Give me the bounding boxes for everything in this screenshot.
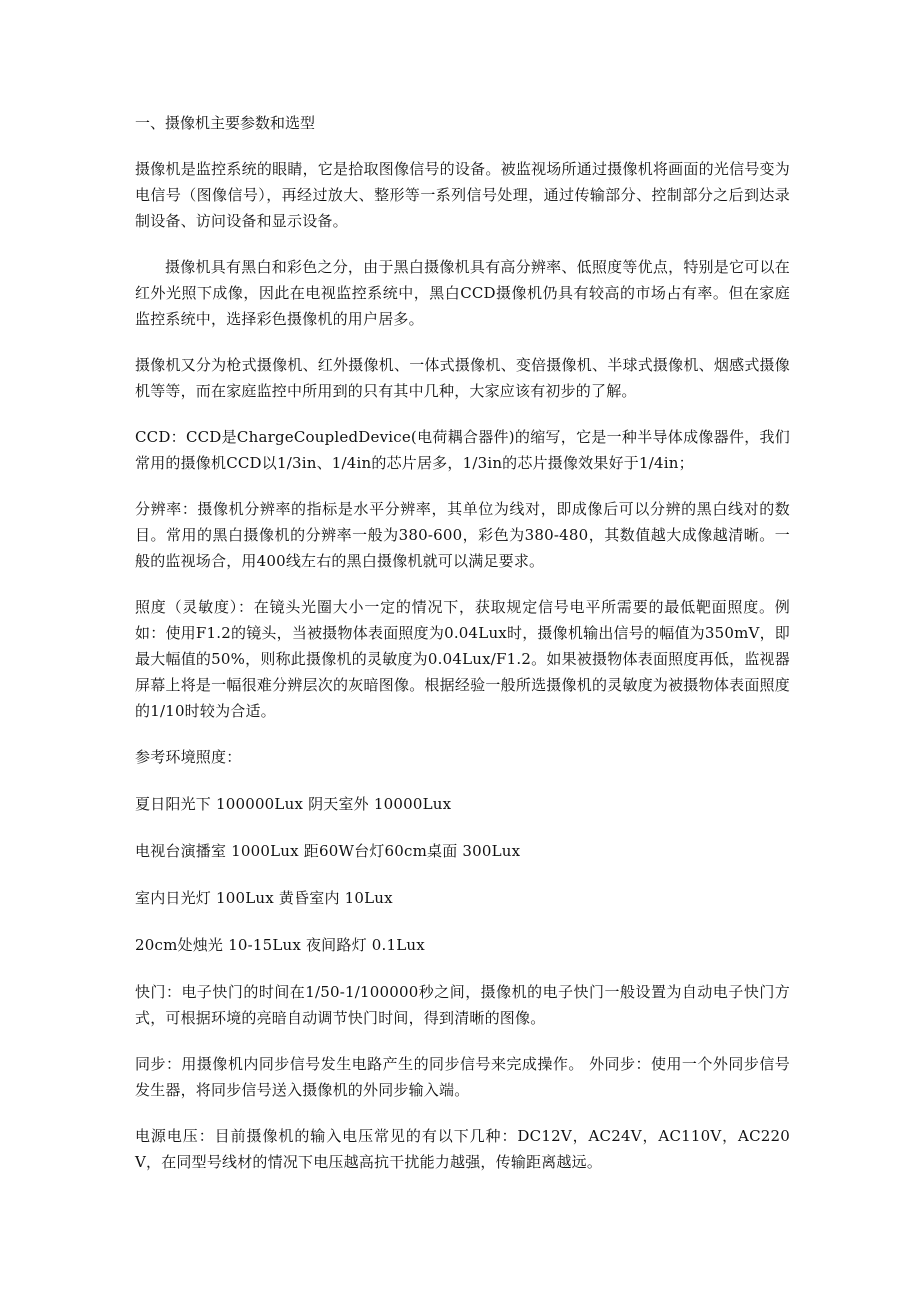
paragraph-illumination: 照度（灵敏度）：在镜头光圈大小一定的情况下，获取规定信号电平所需要的最低靶面照度。例如：使用F1.2的镜头，当被摄物体表面照度为0.04Lux时，摄像机输出信号的幅值为350mV，即最大幅值的50%，则称此摄像机的灵敏度为0.04Lux/F1.2。如果被摄物体表面照度再低，监视器屏幕上将是一幅很难分辨层次的灰暗图像。根据经验一般所选摄像机的灵敏度为被摄物体表面照度的1/10时较为合适。 bbox=[135, 598, 790, 720]
paragraph-reference-illuminance-title: 参考环境照度： bbox=[135, 748, 242, 766]
paragraph-ccd: CCD：CCD是ChargeCoupledDevice(电荷耦合器件)的缩写，它是一种半导体成像器件，我们常用的摄像机CCD以1/3in、1/4in的芯片居多，1/3in的芯片摄像效果好于1/4in； bbox=[135, 428, 790, 472]
paragraph-bw-color: 摄像机具有黑白和彩色之分，由于黑白摄像机具有高分辨率、低照度等优点，特别是它可以在红外光照下成像，因此在电视监控系统中，黑白CCD摄像机仍具有较高的市场占有率。但在家庭监控系统中，选择彩色摄像机的用户居多。 bbox=[135, 258, 790, 328]
document-body bbox=[135, 110, 790, 1195]
paragraph-camera-intro: 摄像机是监控系统的眼睛，它是拾取图像信号的设备。被监视场所通过摄像机将画面的光信号变为电信号（图像信号），再经过放大、整形等一系列信号处理，通过传输部分、控制部分之后到达录制设备、访问设备和显示设备。 bbox=[135, 160, 790, 230]
paragraph-illuminance-line-2: 电视台演播室 1000Lux 距60W台灯60cm桌面 300Lux bbox=[135, 842, 521, 860]
paragraph-resolution: 分辨率：摄像机分辨率的指标是水平分辨率，其单位为线对，即成像后可以分辨的黑白线对的数目。常用的黑白摄像机的分辨率一般为380-600，彩色为380-480，其数值越大成像越清晰。一般的监视场合，用400线左右的黑白摄像机就可以满足要求。 bbox=[135, 500, 790, 570]
paragraph-illuminance-line-1: 夏日阳光下 100000Lux 阴天室外 10000Lux bbox=[135, 795, 452, 813]
paragraph-illuminance-line-3: 室内日光灯 100Lux 黄昏室内 10Lux bbox=[135, 889, 393, 907]
paragraph-camera-types: 摄像机又分为枪式摄像机、红外摄像机、一体式摄像机、变倍摄像机、半球式摄像机、烟感式摄像机等等，而在家庭监控中所用到的只有其中几种，大家应该有初步的了解。 bbox=[135, 356, 790, 400]
paragraph-power-voltage: 电源电压：目前摄像机的输入电压常见的有以下几种：DC12V，AC24V，AC110V，AC220V，在同型号线材的情况下电压越高抗干扰能力越强，传输距离越远。 bbox=[135, 1127, 790, 1171]
paragraph-shutter: 快门：电子快门的时间在1/50-1/100000秒之间，摄像机的电子快门一般设置为自动电子快门方式，可根据环境的亮暗自动调节快门时间，得到清晰的图像。 bbox=[135, 983, 790, 1027]
paragraph-sync: 同步：用摄像机内同步信号发生电路产生的同步信号来完成操作。 外同步：使用一个外同步信号发生器，将同步信号送入摄像机的外同步输入端。 bbox=[135, 1055, 790, 1099]
section-heading: 一、摄像机主要参数和选型 bbox=[135, 114, 316, 132]
paragraph-illuminance-line-4: 20cm处烛光 10-15Lux 夜间路灯 0.1Lux bbox=[135, 936, 425, 954]
